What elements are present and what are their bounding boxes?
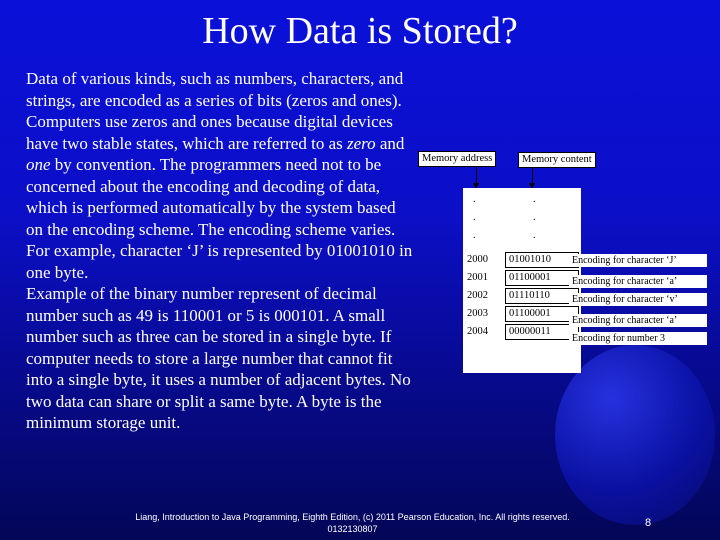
content-arrow — [532, 167, 533, 184]
paragraph-1-zero: zero — [346, 133, 376, 153]
memory-address: 2003 — [467, 308, 488, 319]
paragraph-1-one: one — [26, 155, 51, 174]
memory-content-label: Memory content — [518, 152, 596, 168]
slide-title: How Data is Stored? — [202, 10, 518, 52]
encoding-label: Encoding for character ‘J’ — [569, 254, 707, 267]
paragraph-1-part-3: and — [375, 133, 405, 153]
memory-row — [463, 270, 581, 288]
content-ellipsis-dot: . — [533, 194, 536, 205]
paragraph-2: Example of the binary number represent of decimal number such as 49 is 110001 or 5 is 000101. A small number such as three can be stored in a single byte. If computer needs to store a large number that cannot fit into a single byte, it uses a number of adjacent bytes. No two data can share or split a same byte. A byte is the minimum storage unit. — [26, 284, 411, 432]
memory-address: 2004 — [467, 326, 488, 337]
address-arrow — [476, 166, 477, 184]
content-ellipsis-dot: . — [533, 230, 536, 241]
encoding-label: Encoding for character ‘a’ — [569, 314, 707, 327]
paragraph-1-part-5: by convention. The programmers need not to be concerned about the encoding and decoding of data, which is performed automatically by the system based on the encoding scheme. The encoding scheme varies. For example, character ‘J’ is represented by 01001010 in one byte. — [26, 155, 413, 282]
memory-row — [463, 324, 581, 342]
memory-address: 2002 — [467, 290, 488, 301]
encoding-label: Encoding for number 3 — [569, 332, 707, 345]
memory-row — [463, 288, 581, 306]
address-ellipsis-dot: . — [473, 194, 476, 205]
memory-address-label: Memory address — [418, 151, 496, 167]
memory-cell: 01001010 — [505, 252, 579, 268]
memory-cell: 01100001 — [505, 306, 579, 322]
address-ellipsis-dot: . — [473, 212, 476, 223]
content-ellipsis-dot: . — [533, 212, 536, 223]
memory-cell: 01110110 — [505, 288, 579, 304]
page-number: 8 — [645, 517, 652, 529]
memory-diagram — [418, 148, 718, 378]
body-text — [26, 68, 416, 434]
memory-address: 2001 — [467, 272, 488, 283]
memory-cell: 01100001 — [505, 270, 579, 286]
footer-citation: Liang, Introduction to Java Programming, Eighth Edition, (c) 2011 Pearson Education, Inc. All rights reserved. 0132130807 — [135, 512, 570, 534]
encoding-label: Encoding for character ‘v’ — [569, 293, 707, 306]
paragraph-1 — [26, 68, 416, 283]
memory-row — [463, 306, 581, 324]
address-ellipsis-dot: . — [473, 230, 476, 241]
memory-row — [463, 252, 581, 270]
memory-panel — [463, 188, 581, 373]
memory-cell: 00000011 — [505, 324, 579, 340]
encoding-label: Encoding for character ‘a’ — [569, 275, 707, 288]
memory-address: 2000 — [467, 254, 488, 265]
paragraph-1-part-1: Data of various kinds, such as numbers, characters, and strings, are encoded as a series of bits (zeros and ones). Computers use zeros and ones because digital devices have two stable states, which are referred to as — [26, 69, 404, 153]
